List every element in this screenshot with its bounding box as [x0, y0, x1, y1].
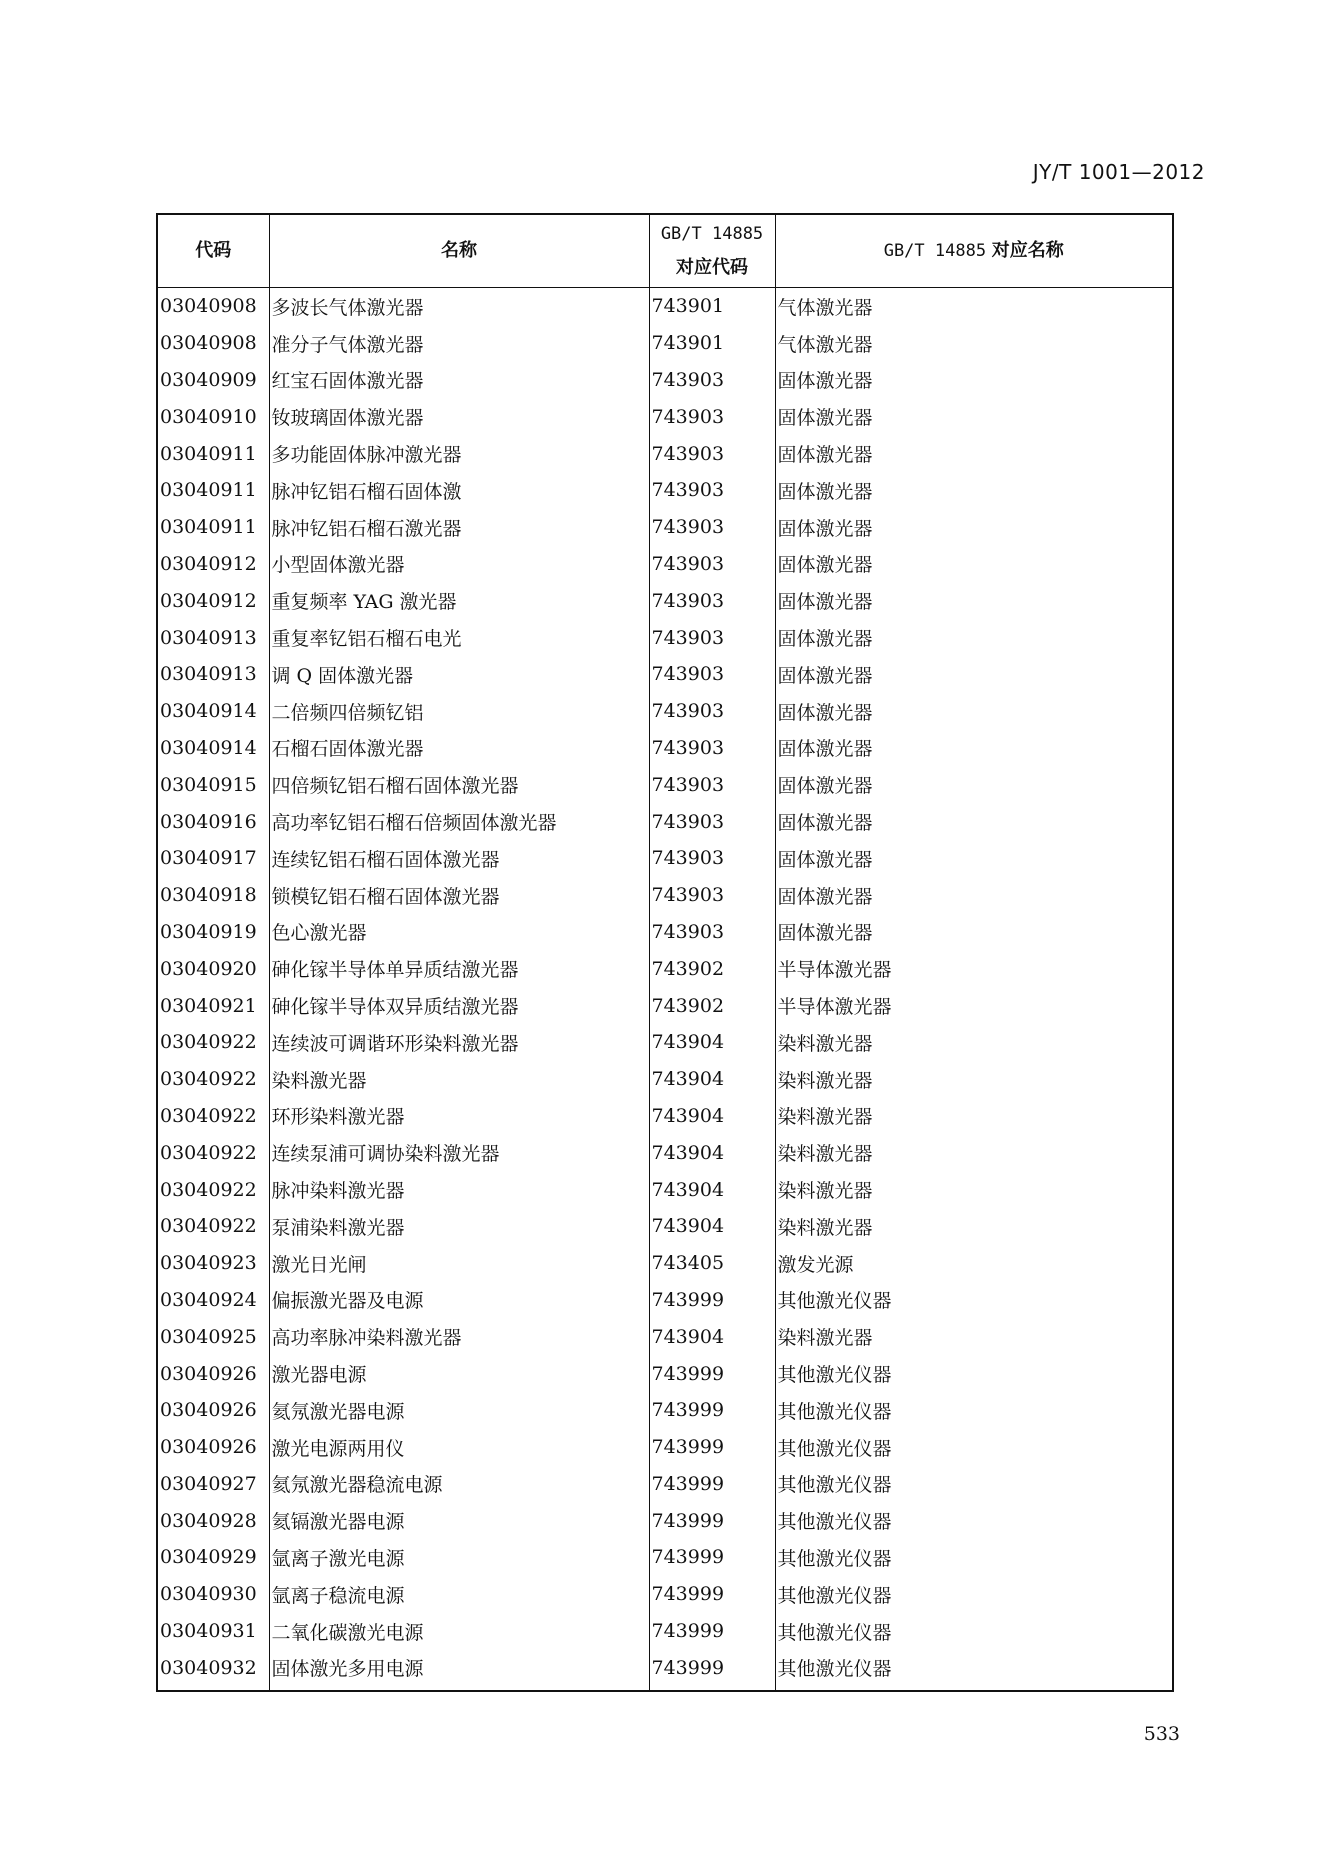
cell-code: 03040931	[157, 1613, 269, 1650]
cell-code: 03040924	[157, 1282, 269, 1319]
table-row	[157, 1429, 1173, 1466]
cell-code: 03040913	[157, 656, 269, 693]
cell-code: 03040930	[157, 1576, 269, 1613]
cell-gb-code: 743902	[649, 987, 775, 1024]
cell-gb-code: 743405	[649, 1245, 775, 1282]
cell-code: 03040911	[157, 472, 269, 509]
cell-gb-name: 固体激光器	[775, 398, 1173, 435]
cell-gb-name: 固体激光器	[775, 803, 1173, 840]
cell-code: 03040919	[157, 914, 269, 951]
cell-gb-name: 固体激光器	[775, 546, 1173, 583]
cell-gb-code: 743903	[649, 362, 775, 399]
table-row	[157, 362, 1173, 399]
table-row	[157, 730, 1173, 767]
table-row	[157, 1024, 1173, 1061]
table-row	[157, 950, 1173, 987]
cell-name: 激光日光闸	[269, 1245, 649, 1282]
header-gb-code-line1: GB/T 14885	[660, 224, 764, 244]
cell-gb-name: 固体激光器	[775, 914, 1173, 951]
cell-code: 03040910	[157, 398, 269, 435]
cell-gb-name: 染料激光器	[775, 1134, 1173, 1171]
table-row	[157, 1134, 1173, 1171]
table-row	[157, 693, 1173, 730]
cell-gb-code: 743903	[649, 619, 775, 656]
cell-gb-code: 743903	[649, 546, 775, 583]
cell-code: 03040929	[157, 1539, 269, 1576]
cell-name: 重复频率 YAG 激光器	[269, 582, 649, 619]
cell-gb-name: 其他激光仪器	[775, 1355, 1173, 1392]
cell-name: 二氧化碳激光电源	[269, 1613, 649, 1650]
cell-gb-code: 743901	[649, 288, 775, 325]
cell-code: 03040913	[157, 619, 269, 656]
cell-gb-code: 743903	[649, 693, 775, 730]
cell-name: 红宝石固体激光器	[269, 362, 649, 399]
header-row	[157, 214, 1173, 288]
cell-name: 氩离子激光电源	[269, 1539, 649, 1576]
cell-gb-name: 气体激光器	[775, 325, 1173, 362]
cell-gb-code: 743903	[649, 472, 775, 509]
cell-code: 03040932	[157, 1649, 269, 1691]
cell-code: 03040925	[157, 1318, 269, 1355]
table-row	[157, 1318, 1173, 1355]
cell-name: 激光电源两用仪	[269, 1429, 649, 1466]
cell-name: 偏振激光器及电源	[269, 1282, 649, 1319]
table-row	[157, 1061, 1173, 1098]
cell-gb-code: 743999	[649, 1502, 775, 1539]
header-gb-name	[775, 214, 1173, 288]
cell-code: 03040920	[157, 950, 269, 987]
table-row	[157, 1355, 1173, 1392]
table-row	[157, 1576, 1173, 1613]
cell-gb-name: 固体激光器	[775, 877, 1173, 914]
cell-code: 03040922	[157, 1208, 269, 1245]
cell-gb-name: 其他激光仪器	[775, 1613, 1173, 1650]
cell-gb-code: 743904	[649, 1098, 775, 1135]
code-table-container	[156, 213, 1172, 1692]
cell-gb-code: 743902	[649, 950, 775, 987]
table-row	[157, 472, 1173, 509]
cell-gb-name: 染料激光器	[775, 1171, 1173, 1208]
cell-gb-name: 半导体激光器	[775, 987, 1173, 1024]
cell-code: 03040918	[157, 877, 269, 914]
cell-gb-name: 染料激光器	[775, 1098, 1173, 1135]
table-row	[157, 877, 1173, 914]
table-row	[157, 987, 1173, 1024]
cell-gb-code: 743903	[649, 766, 775, 803]
cell-name: 连续钇铝石榴石固体激光器	[269, 840, 649, 877]
cell-gb-code: 743999	[649, 1613, 775, 1650]
cell-gb-code: 743904	[649, 1318, 775, 1355]
cell-name: 石榴石固体激光器	[269, 730, 649, 767]
cell-code: 03040926	[157, 1429, 269, 1466]
cell-name: 染料激光器	[269, 1061, 649, 1098]
cell-gb-code: 743904	[649, 1134, 775, 1171]
table-row	[157, 619, 1173, 656]
cell-gb-name: 其他激光仪器	[775, 1466, 1173, 1503]
cell-gb-code: 743903	[649, 730, 775, 767]
table-row	[157, 656, 1173, 693]
cell-gb-name: 固体激光器	[775, 472, 1173, 509]
cell-name: 多功能固体脉冲激光器	[269, 435, 649, 472]
cell-name: 小型固体激光器	[269, 546, 649, 583]
table-row	[157, 288, 1173, 325]
cell-name: 脉冲钇铝石榴石固体激	[269, 472, 649, 509]
cell-gb-name: 其他激光仪器	[775, 1539, 1173, 1576]
cell-code: 03040926	[157, 1392, 269, 1429]
table-row	[157, 435, 1173, 472]
cell-name: 氦氖激光器稳流电源	[269, 1466, 649, 1503]
cell-gb-code: 743999	[649, 1649, 775, 1691]
table-row	[157, 509, 1173, 546]
header-gb-name-prefix: GB/T 14885	[883, 241, 987, 261]
table-row	[157, 1502, 1173, 1539]
cell-gb-code: 743903	[649, 398, 775, 435]
cell-gb-code: 743901	[649, 325, 775, 362]
cell-code: 03040911	[157, 435, 269, 472]
cell-gb-name: 固体激光器	[775, 435, 1173, 472]
table-row	[157, 1208, 1173, 1245]
cell-gb-code: 743903	[649, 803, 775, 840]
table-row	[157, 914, 1173, 951]
cell-gb-code: 743904	[649, 1061, 775, 1098]
cell-gb-code: 743904	[649, 1208, 775, 1245]
cell-gb-code: 743999	[649, 1392, 775, 1429]
header-gb-code-line2: 对应代码	[676, 257, 748, 278]
cell-gb-code: 743904	[649, 1171, 775, 1208]
cell-gb-code: 743903	[649, 656, 775, 693]
table-row	[157, 1245, 1173, 1282]
table-row	[157, 1466, 1173, 1503]
table-row	[157, 1392, 1173, 1429]
cell-code: 03040912	[157, 582, 269, 619]
table-header	[157, 214, 1173, 288]
table-row	[157, 840, 1173, 877]
cell-code: 03040915	[157, 766, 269, 803]
cell-gb-code: 743999	[649, 1355, 775, 1392]
cell-code: 03040911	[157, 509, 269, 546]
table-row	[157, 325, 1173, 362]
cell-code: 03040922	[157, 1134, 269, 1171]
cell-code: 03040917	[157, 840, 269, 877]
cell-name: 砷化镓半导体双异质结激光器	[269, 987, 649, 1024]
cell-gb-name: 固体激光器	[775, 656, 1173, 693]
code-mapping-table	[156, 213, 1174, 1692]
cell-gb-name: 固体激光器	[775, 730, 1173, 767]
cell-name: 激光器电源	[269, 1355, 649, 1392]
table-row	[157, 1171, 1173, 1208]
cell-code: 03040908	[157, 325, 269, 362]
cell-gb-name: 固体激光器	[775, 582, 1173, 619]
cell-code: 03040908	[157, 288, 269, 325]
cell-code: 03040922	[157, 1098, 269, 1135]
cell-code: 03040923	[157, 1245, 269, 1282]
cell-name: 氦镉激光器电源	[269, 1502, 649, 1539]
cell-gb-name: 固体激光器	[775, 619, 1173, 656]
cell-code: 03040922	[157, 1061, 269, 1098]
cell-gb-name: 染料激光器	[775, 1024, 1173, 1061]
cell-name: 高功率钇铝石榴石倍频固体激光器	[269, 803, 649, 840]
table-row	[157, 398, 1173, 435]
cell-code: 03040914	[157, 730, 269, 767]
cell-gb-code: 743903	[649, 914, 775, 951]
cell-gb-name: 固体激光器	[775, 693, 1173, 730]
cell-name: 环形染料激光器	[269, 1098, 649, 1135]
cell-gb-code: 743999	[649, 1282, 775, 1319]
cell-gb-code: 743999	[649, 1429, 775, 1466]
cell-code: 03040914	[157, 693, 269, 730]
table-row	[157, 1613, 1173, 1650]
cell-name: 调 Q 固体激光器	[269, 656, 649, 693]
cell-name: 脉冲钇铝石榴石激光器	[269, 509, 649, 546]
cell-gb-name: 固体激光器	[775, 509, 1173, 546]
cell-name: 高功率脉冲染料激光器	[269, 1318, 649, 1355]
cell-gb-name: 其他激光仪器	[775, 1392, 1173, 1429]
cell-gb-code: 743999	[649, 1466, 775, 1503]
header-code: 代码	[157, 214, 269, 288]
cell-name: 氩离子稳流电源	[269, 1576, 649, 1613]
cell-gb-name: 其他激光仪器	[775, 1429, 1173, 1466]
cell-code: 03040922	[157, 1171, 269, 1208]
cell-gb-name: 激发光源	[775, 1245, 1173, 1282]
cell-code: 03040909	[157, 362, 269, 399]
cell-code: 03040916	[157, 803, 269, 840]
cell-name: 准分子气体激光器	[269, 325, 649, 362]
cell-code: 03040926	[157, 1355, 269, 1392]
cell-name: 连续波可调谐环形染料激光器	[269, 1024, 649, 1061]
cell-gb-name: 染料激光器	[775, 1318, 1173, 1355]
cell-name: 四倍频钇铝石榴石固体激光器	[269, 766, 649, 803]
cell-gb-code: 743904	[649, 1024, 775, 1061]
table-row	[157, 546, 1173, 583]
cell-name: 氦氖激光器电源	[269, 1392, 649, 1429]
standard-code: JY/T 1001—2012	[1032, 160, 1205, 184]
cell-name: 色心激光器	[269, 914, 649, 951]
cell-gb-name: 染料激光器	[775, 1208, 1173, 1245]
cell-gb-code: 743903	[649, 509, 775, 546]
table-row	[157, 803, 1173, 840]
table-row	[157, 1649, 1173, 1691]
cell-gb-code: 743999	[649, 1539, 775, 1576]
cell-name: 脉冲染料激光器	[269, 1171, 649, 1208]
cell-gb-code: 743903	[649, 435, 775, 472]
cell-name: 重复率钇铝石榴石电光	[269, 619, 649, 656]
cell-gb-name: 固体激光器	[775, 766, 1173, 803]
header-name: 名称	[269, 214, 649, 288]
cell-name: 多波长气体激光器	[269, 288, 649, 325]
cell-name: 钕玻璃固体激光器	[269, 398, 649, 435]
cell-name: 固体激光多用电源	[269, 1649, 649, 1691]
cell-gb-code: 743903	[649, 877, 775, 914]
cell-name: 砷化镓半导体单异质结激光器	[269, 950, 649, 987]
cell-code: 03040912	[157, 546, 269, 583]
cell-gb-name: 固体激光器	[775, 362, 1173, 399]
cell-gb-name: 其他激光仪器	[775, 1502, 1173, 1539]
cell-gb-name: 其他激光仪器	[775, 1649, 1173, 1691]
table-row	[157, 1282, 1173, 1319]
cell-name: 二倍频四倍频钇铝	[269, 693, 649, 730]
cell-code: 03040927	[157, 1466, 269, 1503]
cell-code: 03040922	[157, 1024, 269, 1061]
table-row	[157, 766, 1173, 803]
cell-name: 连续泵浦可调协染料激光器	[269, 1134, 649, 1171]
cell-gb-name: 其他激光仪器	[775, 1282, 1173, 1319]
cell-gb-name: 气体激光器	[775, 288, 1173, 325]
header-gb-code	[649, 214, 775, 288]
cell-gb-name: 染料激光器	[775, 1061, 1173, 1098]
header-gb-name-suffix: 对应名称	[991, 240, 1064, 261]
cell-gb-code: 743999	[649, 1576, 775, 1613]
cell-gb-name: 固体激光器	[775, 840, 1173, 877]
cell-name: 锁模钇铝石榴石固体激光器	[269, 877, 649, 914]
cell-name: 泵浦染料激光器	[269, 1208, 649, 1245]
table-row	[157, 1539, 1173, 1576]
table-body	[157, 288, 1173, 1692]
table-row	[157, 1098, 1173, 1135]
cell-gb-code: 743903	[649, 840, 775, 877]
cell-gb-code: 743903	[649, 582, 775, 619]
cell-code: 03040921	[157, 987, 269, 1024]
cell-gb-name: 半导体激光器	[775, 950, 1173, 987]
table-row	[157, 582, 1173, 619]
cell-code: 03040928	[157, 1502, 269, 1539]
cell-gb-name: 其他激光仪器	[775, 1576, 1173, 1613]
page-number: 533	[1143, 1723, 1180, 1745]
